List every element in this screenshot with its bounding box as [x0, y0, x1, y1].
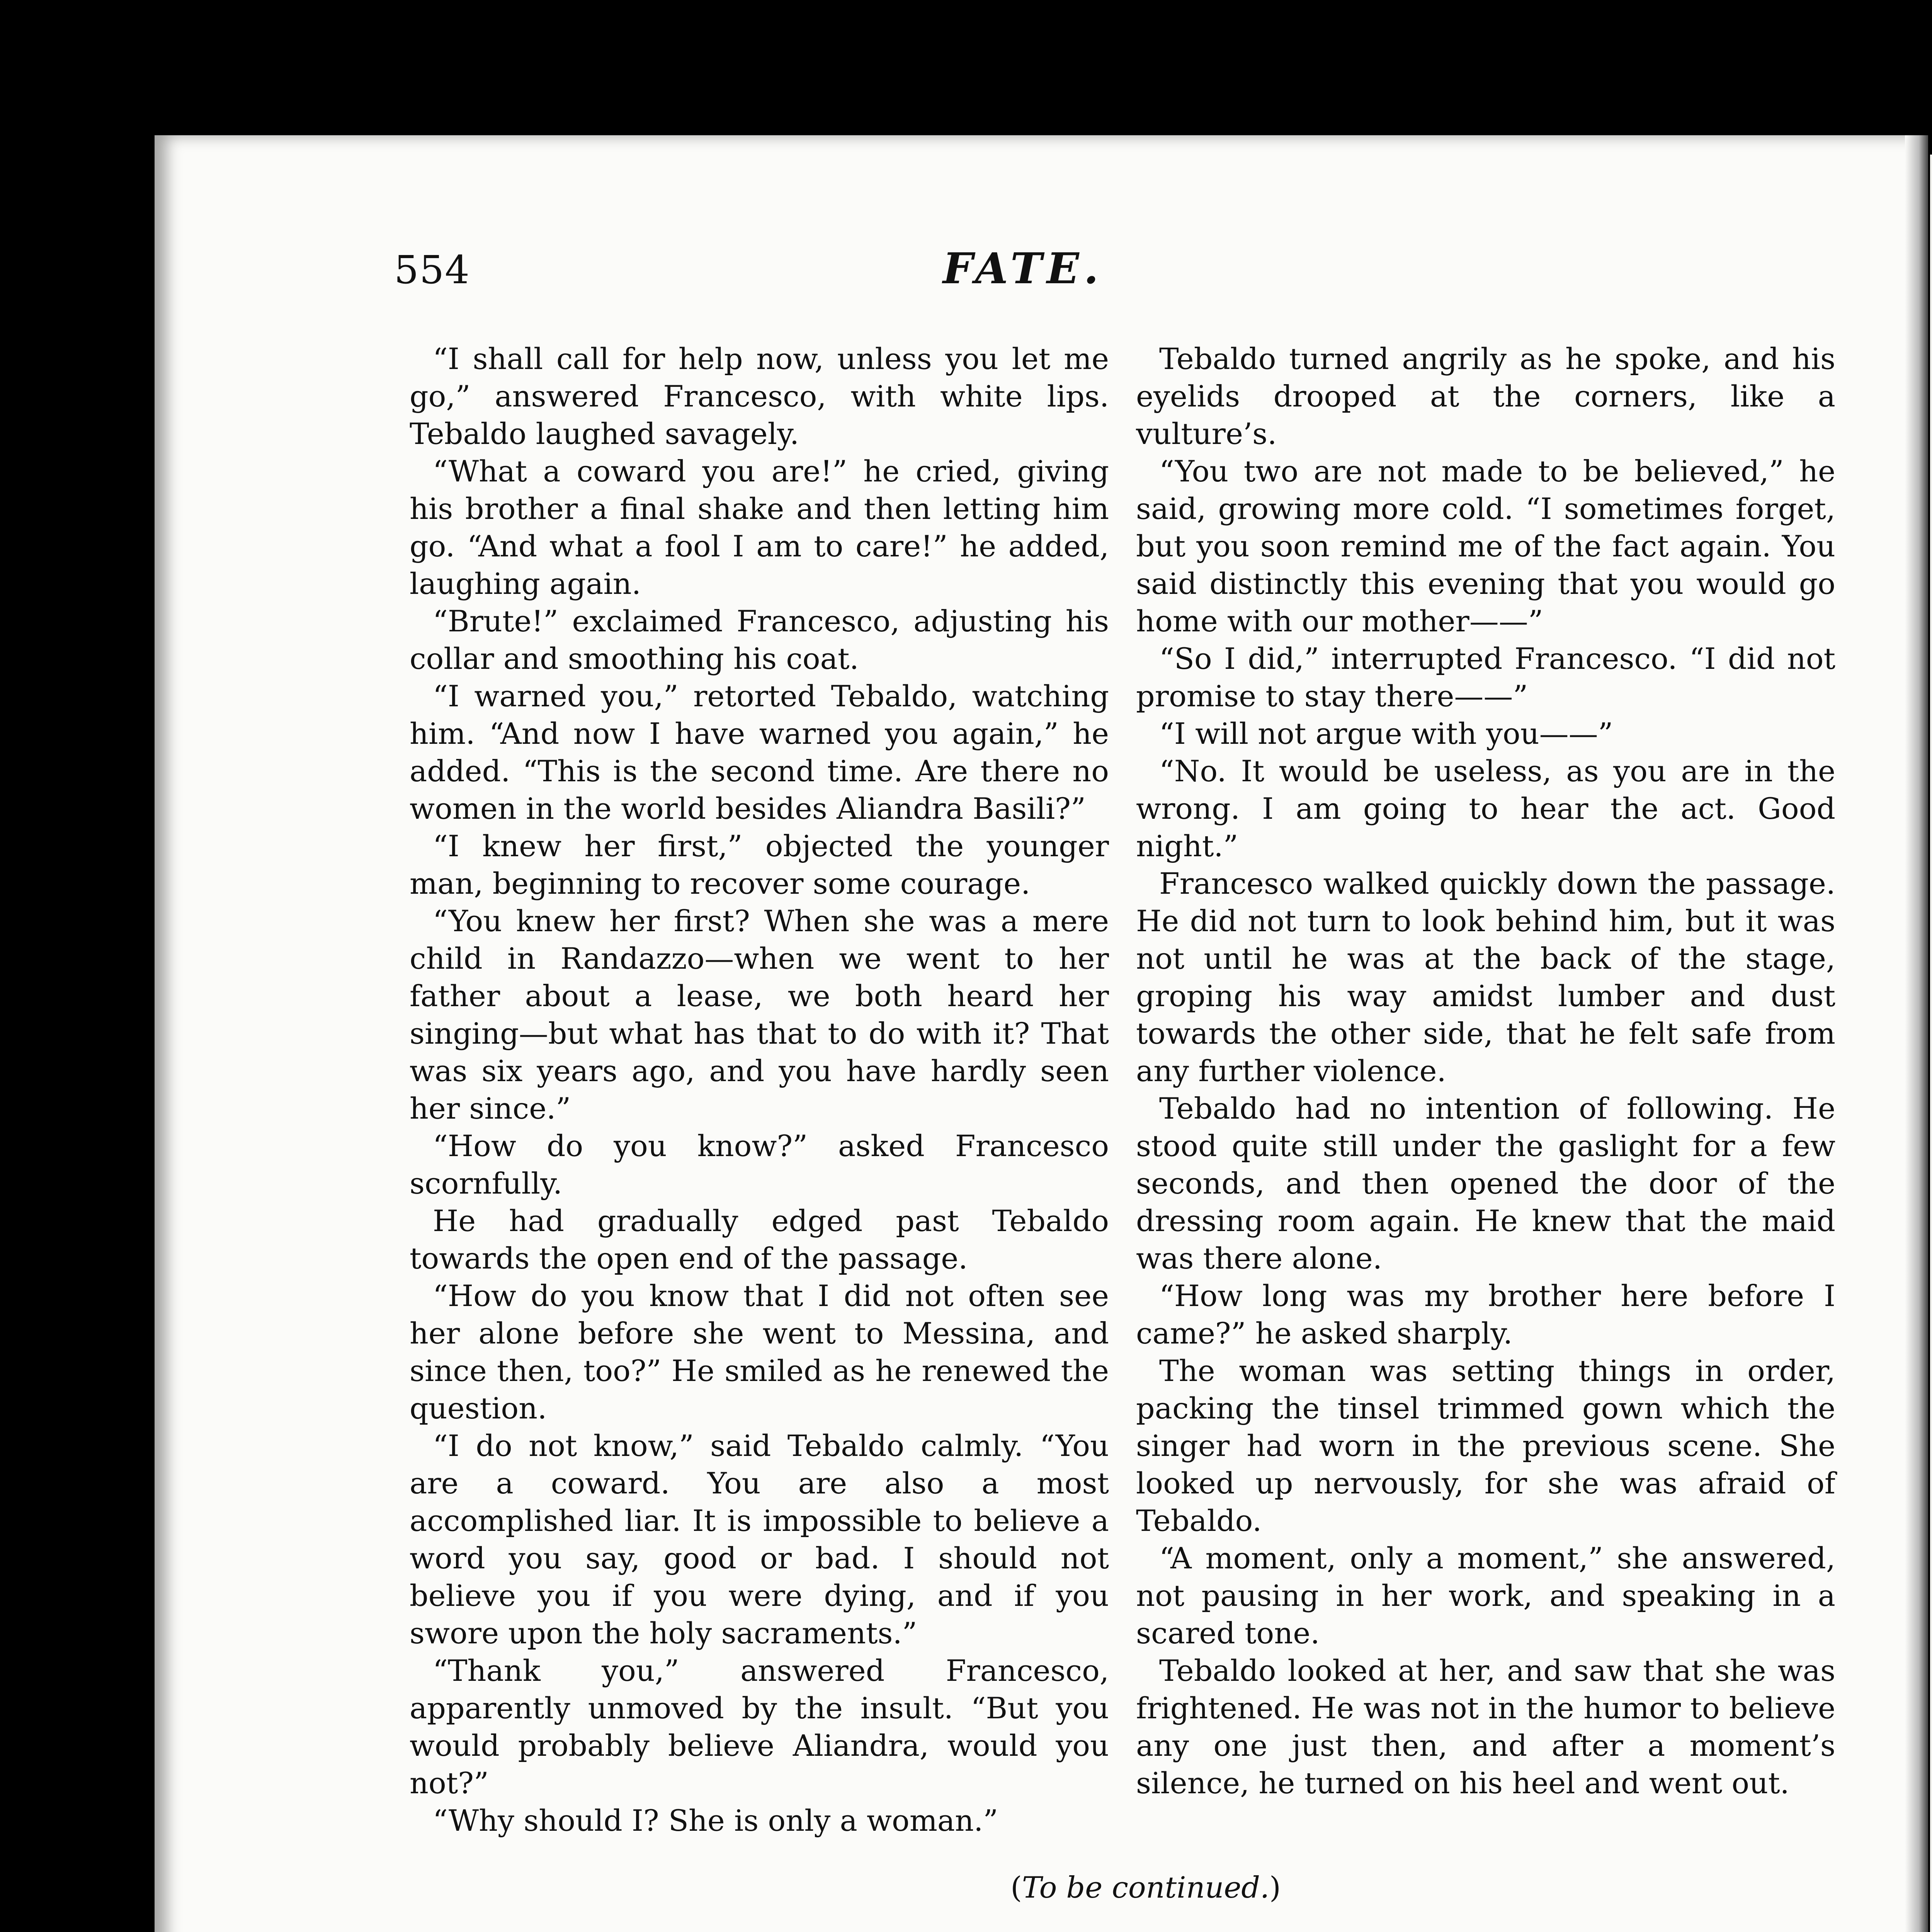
continued-text: To be continued.	[1022, 1870, 1270, 1905]
paragraph: “How do you know?” asked Francesco scornfully.	[410, 1129, 1109, 1201]
paragraph: The woman was setting things in order, packing the tinsel trimmed gown which the singer had worn in the previous scene. She looked up nervously, for she was afraid of Tebaldo.	[1136, 1354, 1835, 1538]
paragraph: He had gradually edged past Tebaldo towards the open end of the passage.	[410, 1204, 1109, 1276]
paragraph: “How do you know that I did not often see her alone before she went to Messina, and since then, too?” He smiled as he renewed the question.	[410, 1279, 1109, 1425]
paragraph: Tebaldo looked at her, and saw that she was frightened. He was not in the humor to believe any one just then, and after a moment’s silence, he turned on his heel and went out.	[1136, 1653, 1835, 1800]
paragraph: Tebaldo had no intention of following. He stood quite still under the gaslight for a few seconds, and then opened the door of the dressing room again. He knew that the maid was there alone.	[1136, 1091, 1835, 1276]
continued-open-paren: (	[1010, 1870, 1022, 1905]
story-column-left	[410, 340, 1109, 1839]
continued-close-paren: )	[1269, 1870, 1281, 1905]
paragraph: “Why should I? She is only a woman.”	[433, 1803, 998, 1838]
paragraph: “I knew her first,” objected the younger man, beginning to recover some courage.	[410, 829, 1109, 901]
paragraph: “No. It would be useless, as you are in the wrong. I am going to hear the act. Good night.”	[1136, 754, 1835, 863]
running-head-title: FATE.	[943, 243, 1103, 293]
paragraph: “I warned you,” retorted Tebaldo, watching him. “And now I have warned you again,” he added. “This is the second time. Are there no women in the world besides Aliandra Basili?”	[410, 679, 1109, 826]
paragraph: “Brute!” exclaimed Francesco, adjusting his collar and smoothing his coat.	[410, 604, 1109, 676]
paragraph: “What a coward you are!” he cried, giving his brother a final shake and then letting him go. “And what a fool I am to care!” he added, laughing again.	[410, 454, 1109, 601]
paragraph: Tebaldo turned angrily as he spoke, and his eyelids drooped at the corners, like a vulture’s.	[1136, 342, 1835, 451]
paragraph: “How long was my brother here before I came?” he asked sharply.	[1136, 1279, 1835, 1350]
paragraph: “I will not argue with you——”	[1159, 716, 1613, 751]
paragraph: “So I did,” interrupted Francesco. “I did not promise to stay there——”	[1136, 641, 1835, 713]
paragraph: “I do not know,” said Tebaldo calmly. “You are a coward. You are also a most accomplished liar. It is impossible to believe a word you say, good or bad. I should not believe you if you were dying, and if you swore upon the holy sacraments.”	[410, 1429, 1109, 1650]
paragraph: Francesco walked quickly down the passage. He did not turn to look behind him, but it was not until he was at the back of the stage, groping his way amidst lumber and dust towards the other side, that he felt safe from any further violence.	[1136, 866, 1835, 1088]
story-column-right	[1136, 340, 1835, 1802]
page-number: 554	[394, 247, 470, 293]
paragraph: “You knew her first? When she was a mere child in Randazzo—when we went to her father about a lease, we both heard her singing—but what has that to do with it? That was six years ago, and you have hardly seen her since.”	[410, 904, 1109, 1126]
page-edge-shadow	[1905, 135, 1928, 1932]
paragraph: “You two are not made to be believed,” he said, growing more cold. “I sometimes forget, but you soon remind me of the fact again. You said distinctly this evening that you would go home with our mother——”	[1136, 454, 1835, 638]
adjacent-page-edge	[1930, 155, 1932, 1932]
paragraph: “Thank you,” answered Francesco, apparently unmoved by the insult. “But you would probably believe Aliandra, would you not?”	[410, 1653, 1109, 1800]
paragraph: “A moment, only a moment,” she answered, not pausing in her work, and speaking in a scared tone.	[1136, 1541, 1835, 1650]
paragraph: “I shall call for help now, unless you let me go,” answered Francesco, with white lips. Tebaldo laughed savagely.	[410, 342, 1109, 451]
to-be-continued-note	[410, 1870, 1882, 1905]
